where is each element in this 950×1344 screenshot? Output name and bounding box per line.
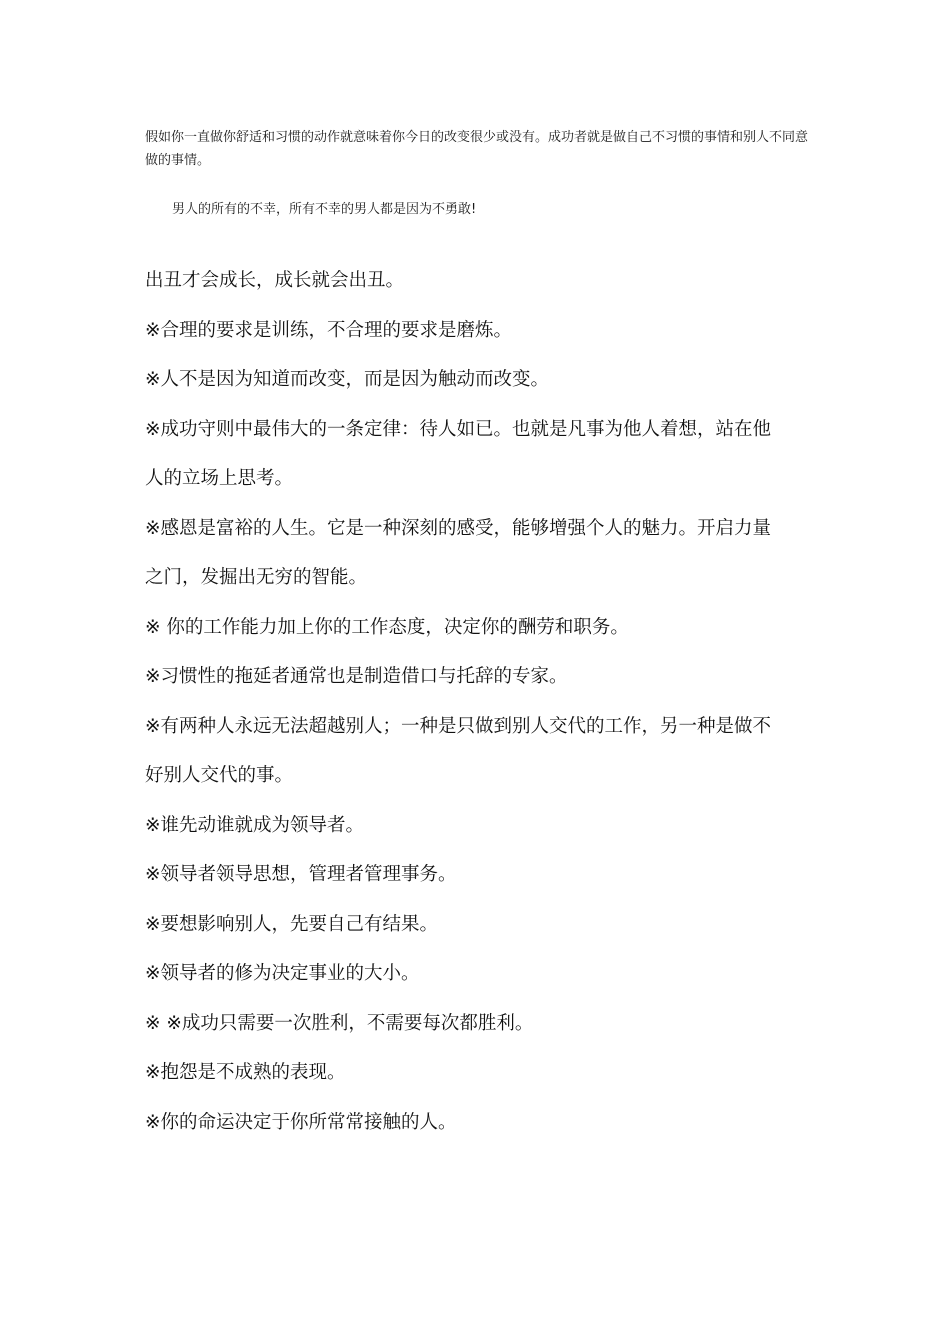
quote-line: ※抱怨是不成熟的表现。 [145, 1062, 346, 1083]
quote-line: ※要想影响别人，先要自己有结果。 [145, 913, 439, 935]
quote-line: ※合理的要求是训练，不合理的要求是磨炼。 [145, 319, 513, 341]
quote-line: ※谁先动谁就成为领导者。 [145, 814, 365, 836]
quote-line: 好别人交代的事。 [145, 765, 294, 786]
quote-line: ※ 你的工作能力加上你的工作态度，决定你的酬劳和职务。 [145, 616, 629, 638]
quote-line: ※有两种人永远无法超越别人；一种是只做到别人交代的工作，另一种是做不 [145, 715, 772, 737]
quote-line: ※领导者的修为决定事业的大小。 [145, 963, 420, 984]
quote-line: 之门，发掘出无穷的智能。 [145, 567, 368, 588]
intro-paragraph-1: 假如你一直做你舒适和习惯的动作就意味着你今日的改变很少或没有。成功者就是做自己不习惯的事情和别人不同意做的事情。 [145, 130, 809, 168]
quote-line: ※你的命运决定于你所常常接触的人。 [145, 1111, 457, 1133]
quote-line: ※ ※成功只需要一次胜利，不需要每次都胜利。 [145, 1012, 534, 1034]
quote-line: 人的立场上思考。 [145, 468, 294, 489]
quote-list [145, 256, 805, 1147]
intro-paragraph-2: 男人的所有的不幸，所有不幸的男人都是因为不勇敢! [172, 202, 477, 217]
quote-line: ※人不是因为知道而改变，而是因为触动而改变。 [145, 369, 550, 390]
quote-line: ※领导者领导思想，管理者管理事务。 [145, 864, 457, 885]
quote-line: ※感恩是富裕的人生。它是一种深刻的感受，能够增强个人的魅力。开启力量 [145, 517, 772, 539]
quote-line: ※成功守则中最伟大的一条定律：待人如已。也就是凡事为他人着想，站在他 [145, 418, 772, 440]
quote-line: 出丑才会成长，成长就会出丑。 [145, 270, 405, 291]
quote-line: ※习惯性的拖延者通常也是制造借口与托辞的专家。 [145, 666, 568, 687]
